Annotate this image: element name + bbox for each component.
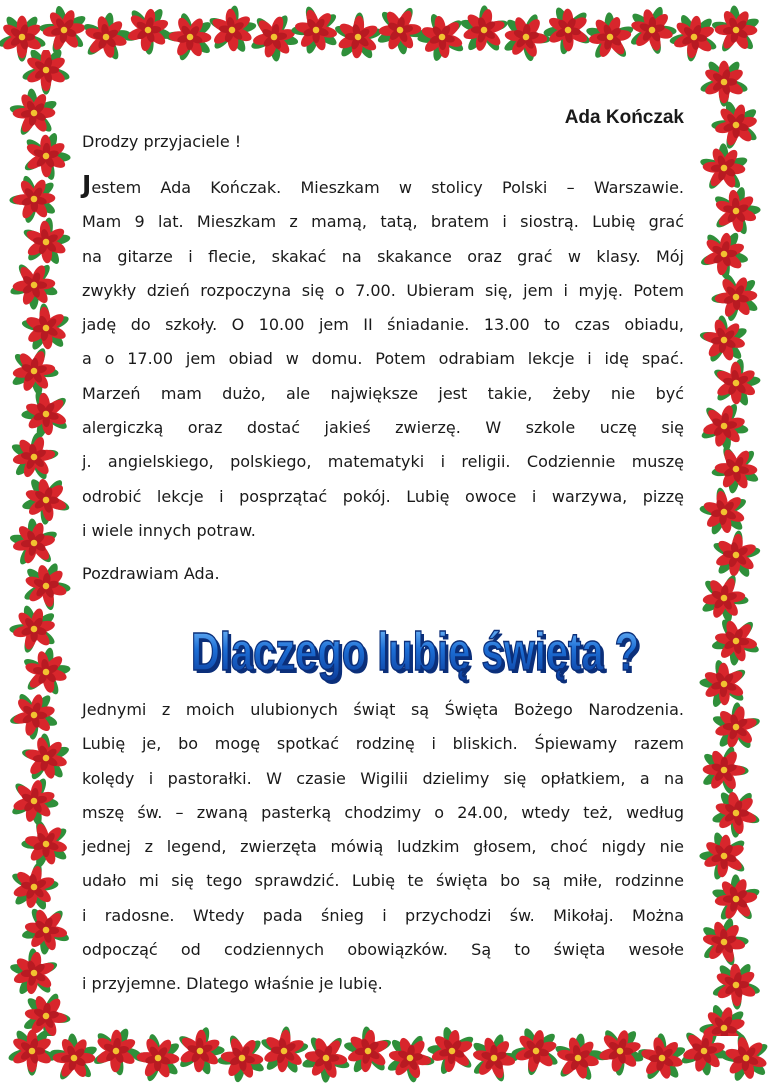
svg-text:Dlaczego lubię święta ?: Dlaczego lubię święta ? xyxy=(191,622,639,682)
text-line: i przyjemne. Dlatego właśnie je lubię. xyxy=(82,974,383,994)
poinsettia-icon xyxy=(708,528,763,581)
poinsettia-icon xyxy=(693,912,756,974)
poinsettia-icon xyxy=(702,866,768,934)
poinsettia-border-right xyxy=(690,50,768,1036)
poinsettia-icon xyxy=(695,483,752,538)
poinsettia-icon xyxy=(716,1028,768,1085)
poinsettia-icon xyxy=(3,600,65,660)
svg-text:Dlaczego lubię święta ?: Dlaczego lubię święta ? xyxy=(194,625,642,685)
poinsettia-icon xyxy=(690,135,757,202)
poinsettia-icon xyxy=(691,650,758,717)
poinsettia-icon xyxy=(19,301,74,353)
poinsettia-icon xyxy=(8,429,63,486)
poinsettia-icon xyxy=(5,858,63,914)
text-line: Jestem Ada Kończak. Mieszkam w stolicy Polski – Warszawie. xyxy=(82,170,684,199)
poinsettia-border-top xyxy=(0,0,768,62)
text-line: alergiczką oraz dostać jakieś zwierzę. W szkole uczę się xyxy=(82,418,684,438)
poinsettia-border-bottom xyxy=(0,1024,768,1086)
poinsettia-icon xyxy=(165,11,214,62)
text-line: odpocząć od codziennych obowiązków. Są to święta wesołe xyxy=(82,940,684,960)
wordart-title xyxy=(180,606,650,688)
text-line: i wiele innych potraw. xyxy=(82,520,256,540)
text-line: a o 17.00 jem obiad w domu. Potem odrabiam lekcje i idę spać. xyxy=(82,349,684,369)
text-line: jednej z legend, zwierzęta mówią ludzkim głosem, choć nigdy nie xyxy=(82,837,684,857)
poinsettia-icon xyxy=(691,822,759,890)
text-line: jadę do szkoły. O 10.00 jem II śniadanie. 13.00 to czas obiadu, xyxy=(82,315,684,335)
text-line: na gitarze i flecie, skakać na skakance oraz grać w klasy. Mój xyxy=(82,246,684,266)
poinsettia-icon xyxy=(4,685,63,745)
poinsettia-icon xyxy=(709,270,761,324)
poinsettia-icon xyxy=(501,10,553,62)
poinsettia-icon xyxy=(507,1024,566,1080)
poinsettia-icon xyxy=(703,436,768,501)
poinsettia-icon xyxy=(700,744,749,795)
poinsettia-icon xyxy=(455,0,515,60)
poinsettia-border-left xyxy=(0,50,78,1036)
poinsettia-icon xyxy=(702,606,768,674)
text-line: kolędy i pastorałki. W czasie Wigilii dzielimy się opłatkiem, a na xyxy=(82,768,684,788)
poinsettia-icon xyxy=(13,379,78,447)
poinsettia-icon xyxy=(694,1000,754,1036)
poinsettia-icon xyxy=(257,1024,312,1076)
poinsettia-icon xyxy=(695,311,752,370)
poinsettia-icon xyxy=(0,509,69,577)
poinsettia-icon xyxy=(332,11,385,62)
text-line: i radosne. Wtedy pada śnieg i przychodzi św. Mikołaj. Można xyxy=(82,905,684,925)
greeting: Drodzy przyjaciele ! xyxy=(82,132,242,151)
poinsettia-icon xyxy=(132,1032,182,1084)
poinsettia-icon xyxy=(13,209,77,275)
poinsettia-icon xyxy=(699,59,749,106)
text-line: Marzeń mam dużo, ale największe jest takie, żeby nie być xyxy=(82,383,684,403)
drop-cap: J xyxy=(82,170,92,199)
author-name: Ada Kończak xyxy=(564,107,684,128)
text-line: udało mi się tego sprawdzić. Lubię te święta bo są miłe, rodzinne xyxy=(82,871,684,891)
text-line: mszę św. – zwaną pasterką chodzimy o 24.00, wtedy też, według xyxy=(82,802,684,822)
signoff: Pozdrawiam Ada. xyxy=(82,564,220,583)
text-line: zwykły dzień rozpoczyna się o 7.00. Ubieram się, jem i myję. Potem xyxy=(82,280,684,300)
poinsettia-icon xyxy=(209,1025,274,1086)
poinsettia-icon xyxy=(16,728,74,788)
poinsettia-icon xyxy=(199,0,263,62)
holiday-paragraph xyxy=(82,693,684,1002)
poinsettia-icon xyxy=(705,96,767,156)
poinsettia-icon xyxy=(16,469,78,532)
poinsettia-icon xyxy=(710,961,762,1011)
text-line: odrobić lekcje i posprzątać pokój. Lubię owoce i warzywa, pizzę xyxy=(82,486,684,506)
poinsettia-icon xyxy=(15,813,77,873)
text-line: j. angielskiego, polskiego, matematyki i religii. Codziennie muszę xyxy=(82,452,684,472)
poinsettia-icon xyxy=(21,50,71,95)
poinsettia-icon xyxy=(384,1030,439,1086)
text-line: Jednymi z moich ulubionych świąt są Święta Bożego Narodzenia. xyxy=(82,700,684,719)
poinsettia-icon xyxy=(8,173,58,225)
intro-paragraph xyxy=(82,171,684,548)
poinsettia-icon xyxy=(576,4,644,62)
text-line: Lubię je, bo mogę spotkać rodzinę i bliskich. Śpiewamy razem xyxy=(82,734,684,754)
poinsettia-icon xyxy=(20,988,74,1036)
text-line: Mam 9 lat. Mieszkam z mamą, tatą, bratem i siostrą. Lubię grać xyxy=(82,212,684,232)
